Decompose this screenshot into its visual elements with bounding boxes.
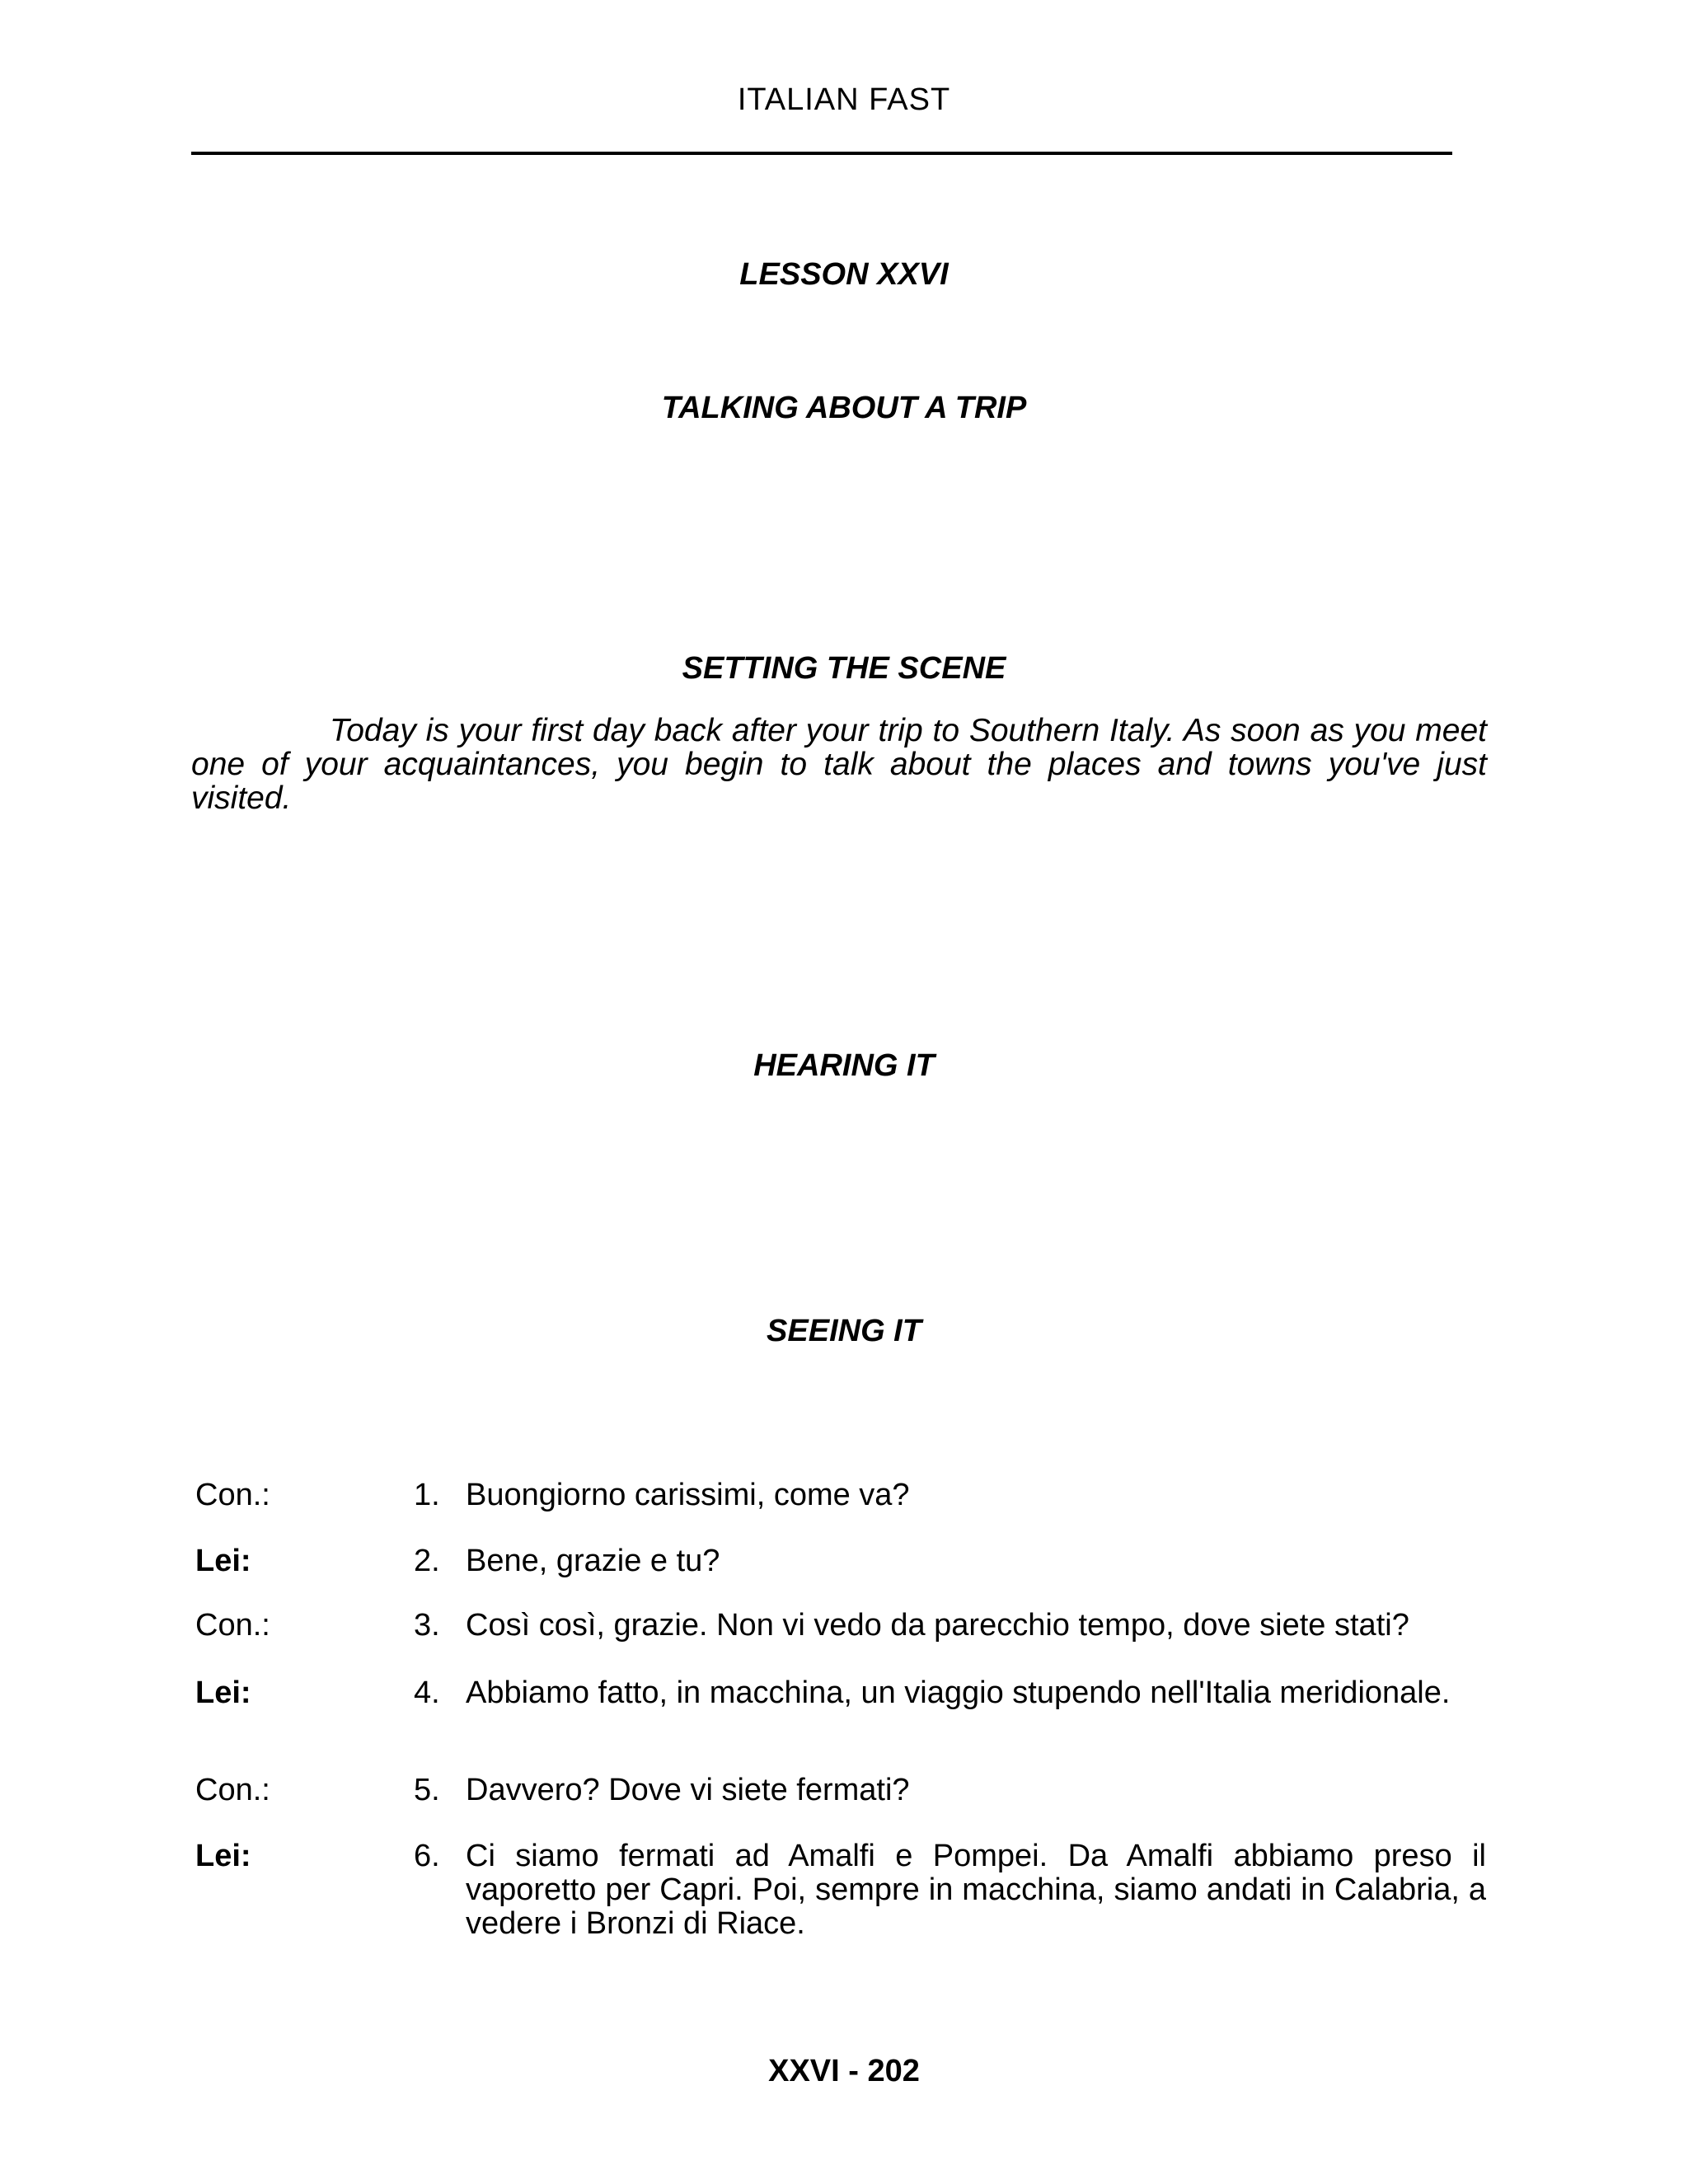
dialogue-line-text: Buongiorno carissimi, come va? (466, 1478, 910, 1512)
dialogue-speaker: Con.: (195, 1608, 270, 1643)
dialogue-line-text: Così così, grazie. Non vi vedo da parecchio tempo, dove siete stati? (466, 1608, 1409, 1643)
lesson-topic-heading: TALKING ABOUT A TRIP (661, 391, 1027, 425)
dialogue-line-text: Davvero? Dove vi siete fermati? (466, 1773, 910, 1807)
page-number: XXVI - 202 (768, 2054, 920, 2088)
dialogue-speaker: Con.: (195, 1478, 270, 1512)
dialogue-line-number: 2. (414, 1544, 440, 1578)
dialogue-line-number: 4. (414, 1675, 440, 1710)
dialogue-speaker: Lei: (195, 1675, 251, 1710)
dialogue-line-number: 6. (414, 1839, 440, 1873)
dialogue-line-number: 1. (414, 1478, 440, 1512)
dialogue-line-text: Ci siamo fermati ad Amalfi e Pompei. Da Amalfi abbiamo preso il vaporetto per Capri. Poi, sempre in macchina, siamo andati in Calabria, a vedere i Bronzi di Riace. (466, 1839, 1486, 1941)
seeing-it-heading: SEEING IT (767, 1314, 921, 1348)
dialogue-speaker: Lei: (195, 1839, 251, 1873)
running-head-title: ITALIAN FAST (737, 82, 951, 117)
dialogue-line-number: 3. (414, 1608, 440, 1643)
header-rule (191, 152, 1452, 155)
dialogue-line-number: 5. (414, 1773, 440, 1807)
setting-the-scene-text: Today is your first day back after your trip to Southern Italy. As soon as you meet one of your acquaintances, you begin to talk about the places and towns you've just visited. (191, 713, 1487, 816)
dialogue-line-text: Abbiamo fatto, in macchina, un viaggio stupendo nell'Italia meridionale. (466, 1675, 1451, 1710)
dialogue-line-text: Bene, grazie e tu? (466, 1544, 720, 1578)
setting-the-scene-heading: SETTING THE SCENE (682, 651, 1006, 686)
hearing-it-heading: HEARING IT (753, 1048, 935, 1083)
lesson-number-heading: LESSON XXVI (739, 257, 949, 292)
dialogue-speaker: Lei: (195, 1544, 251, 1578)
dialogue-speaker: Con.: (195, 1773, 270, 1807)
